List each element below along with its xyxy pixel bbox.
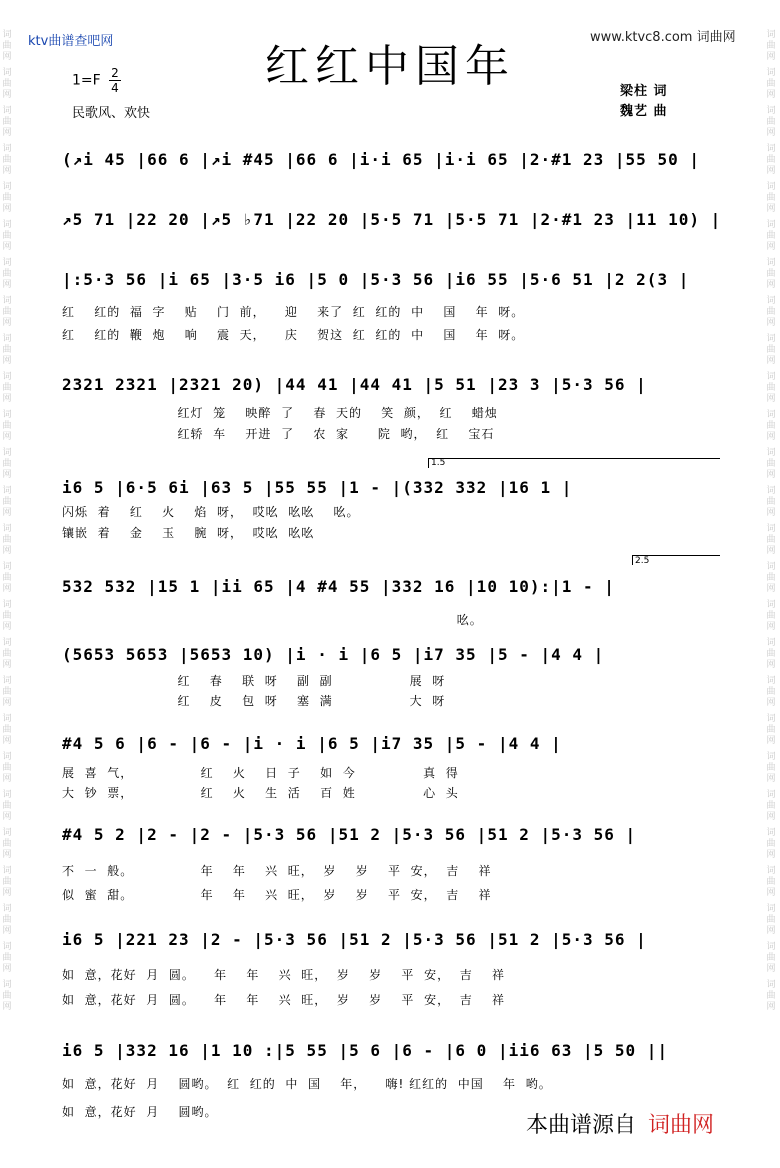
lyric-line: 红轿 车 开进 了 农 家 院 哟， 红 宝石 [62,427,495,441]
watermark-glyph: 曲 [2,345,12,355]
score-row-chorus-2: #4 5 6 |6 - |6 - |i · i |6 5 |i7 35 |5 - |4 4 | [62,734,562,753]
watermark-glyph: 网 [766,888,776,898]
watermark-glyph: 网 [2,508,12,518]
watermark-glyph: 网 [766,1002,776,1012]
lyric-line: 如 意，花好 月 圆。 年 年 兴 旺， 岁 岁 平 安， 吉 祥 [62,993,505,1007]
watermark-glyph: 曲 [766,269,776,279]
watermark-glyph: 曲 [2,839,12,849]
time-bottom: 4 [111,81,119,95]
watermark-glyph: 网 [2,964,12,974]
watermark-glyph: 网 [2,660,12,670]
watermark-glyph: 词 [766,980,776,990]
watermark-glyph: 网 [2,774,12,784]
watermark-glyph: 网 [2,546,12,556]
watermark-glyph: 网 [766,318,776,328]
volta-1-number: 1.5 [431,458,446,468]
watermark-glyph: 词 [766,790,776,800]
watermark-glyph: 网 [766,584,776,594]
site-watermark-right[interactable]: www.ktvc8.com 词曲网 [590,30,736,45]
watermark-glyph: 曲 [766,725,776,735]
watermark-glyph: 曲 [2,269,12,279]
watermark-glyph: 网 [766,204,776,214]
watermark-glyph: 词 [766,942,776,952]
lyric-line: 如 意，花好 月 圆。 年 年 兴 旺， 岁 岁 平 安， 吉 祥 [62,968,505,982]
watermark-glyph: 曲 [766,915,776,925]
watermark-glyph: 曲 [2,649,12,659]
watermark-glyph: 网 [2,242,12,252]
watermark-glyph: 词 [766,904,776,914]
watermark-glyph: 词 [766,448,776,458]
watermark-glyph: 曲 [2,117,12,127]
lyric-line: 镶嵌 着 金 玉 腕 呀， 哎吆 吆吆 [62,526,315,540]
watermark-glyph: 词 [2,752,12,762]
watermark-glyph: 网 [766,52,776,62]
watermark-glyph: 曲 [2,193,12,203]
lyric-line: 闪烁 着 红 火 焰 呀， 哎吆 吆吆 吆。 [62,505,360,519]
watermark-glyph: 曲 [2,763,12,773]
watermark-glyph: 网 [766,546,776,556]
watermark-glyph: 词 [2,486,12,496]
watermark-glyph: 曲 [2,231,12,241]
lyric-line: 如 意，花好 月 圆哟。 [62,1105,218,1119]
watermark-glyph: 词 [766,714,776,724]
watermark-glyph: 网 [2,432,12,442]
song-title: 红红中国年 [265,41,515,92]
watermark-glyph: 曲 [2,41,12,51]
watermark-glyph: 词 [2,448,12,458]
score-row-intro-1: (↗i 45 |66 6 |↗i #45 |66 6 |i·i 65 |i·i 65 |2·#1 23 |55 50 | [62,150,700,169]
watermark-glyph: 网 [766,432,776,442]
watermark-glyph: 曲 [2,459,12,469]
watermark-glyph: 曲 [2,725,12,735]
watermark-glyph: 网 [766,774,776,784]
watermark-glyph: 曲 [2,573,12,583]
watermark-glyph: 词 [766,296,776,306]
watermark-glyph: 曲 [766,155,776,165]
watermark-glyph: 网 [2,470,12,480]
watermark-glyph: 曲 [766,991,776,1001]
watermark-glyph: 网 [766,926,776,936]
watermark-glyph: 词 [2,828,12,838]
watermark-glyph: 曲 [2,497,12,507]
lyric-line: 大 钞 票， 红 火 生 活 百 姓 心 头 [62,786,459,800]
source-brand-link[interactable]: 词曲网 [648,1113,715,1138]
watermark-glyph: 词 [766,486,776,496]
site-watermark-left[interactable]: ktv曲谱查吧网 [28,34,114,49]
watermark-glyph: 词 [2,714,12,724]
watermark-glyph: 曲 [766,383,776,393]
watermark-glyph: 网 [766,622,776,632]
watermark-glyph: 曲 [766,231,776,241]
watermark-glyph: 网 [2,128,12,138]
watermark-glyph: 曲 [766,497,776,507]
volta-2-number: 2.5 [635,556,650,566]
watermark-glyph: 网 [2,850,12,860]
watermark-glyph: 网 [2,280,12,290]
watermark-glyph: 词 [766,562,776,572]
watermark-glyph: 网 [766,90,776,100]
watermark-glyph: 曲 [766,801,776,811]
style-marking: 民歌风、欢快 [72,106,151,121]
watermark-glyph: 词 [2,30,12,40]
watermark-glyph: 词 [2,106,12,116]
watermark-glyph: 词 [2,524,12,534]
watermark-glyph: 词 [2,410,12,420]
watermark-glyph: 曲 [2,953,12,963]
watermark-glyph: 网 [2,812,12,822]
score-row-chorus-1: (5653 5653 |5653 10) |i · i |6 5 |i7 35 |5 - |4 4 | [62,645,605,664]
watermark-glyph: 曲 [2,155,12,165]
volta-1-bracket [428,458,720,459]
watermark-glyph: 曲 [2,611,12,621]
watermark-glyph: 网 [766,166,776,176]
watermark-glyph: 词 [2,638,12,648]
watermark-glyph: 曲 [766,877,776,887]
watermark-glyph: 曲 [766,611,776,621]
watermark-glyph: 网 [2,394,12,404]
watermark-glyph: 词 [766,676,776,686]
time-top: 2 [111,66,119,80]
watermark-glyph: 曲 [766,763,776,773]
watermark-glyph: 词 [2,980,12,990]
lyric-line: 红 皮 包 呀 塞 满 大 呀 [62,694,446,708]
watermark-glyph: 词 [2,296,12,306]
watermark-glyph: 曲 [766,41,776,51]
lyricist-credit: 梁柱 词 [620,84,668,99]
watermark-glyph: 曲 [766,839,776,849]
watermark-glyph: 网 [2,356,12,366]
watermark-glyph: 词 [2,866,12,876]
watermark-glyph: 词 [766,30,776,40]
watermark-glyph: 曲 [2,877,12,887]
watermark-glyph: 曲 [766,953,776,963]
watermark-glyph: 网 [2,52,12,62]
watermark-glyph: 词 [2,676,12,686]
watermark-glyph: 曲 [766,307,776,317]
watermark-glyph: 曲 [766,459,776,469]
lyric-line: 红灯 笼 映醉 了 春 天的 笑 颜， 红 蜡烛 [62,406,498,420]
watermark-glyph: 网 [766,242,776,252]
watermark-glyph: 曲 [766,79,776,89]
score-row-verse-1: |:5·3 56 |i 65 |3·5 i6 |5 0 |5·3 56 |i6 55 |5·6 51 |2 2(3 | [62,270,690,289]
score-row-verse-2: 2321 2321 |2321 20) |44 41 |44 41 |5 51 |23 3 |5·3 56 | [62,375,647,394]
watermark-glyph: 网 [2,736,12,746]
lyric-line: 如 意，花好 月 圆哟。 红 红的 中 国 年， 嗨! 红红的 中国 年 哟。 [62,1077,552,1091]
score-row-verse-3: i6 5 |6·5 6i |63 5 |55 55 |1 - |(332 332 |16 1 | [62,478,573,497]
watermark-glyph: 网 [2,166,12,176]
watermark-glyph: 词 [766,752,776,762]
watermark-glyph: 网 [766,698,776,708]
watermark-glyph: 词 [766,524,776,534]
watermark-glyph: 网 [766,736,776,746]
watermark-glyph: 曲 [766,345,776,355]
watermark-glyph: 词 [766,182,776,192]
watermark-glyph: 曲 [766,117,776,127]
source-label: 本曲谱源自 [526,1113,637,1138]
watermark-glyph: 词 [766,334,776,344]
watermark-glyph: 网 [766,812,776,822]
watermark-glyph: 曲 [766,649,776,659]
watermark-glyph: 网 [2,622,12,632]
watermark-glyph: 词 [2,904,12,914]
watermark-glyph: 曲 [766,193,776,203]
watermark-glyph: 词 [766,258,776,268]
volta-1-tick [428,458,429,468]
score-row-intro-2: ↗5 71 |22 20 |↗5 ♭71 |22 20 |5·5 71 |5·5 71 |2·#1 23 |11 10) | [62,210,722,229]
score-row-chorus-4: i6 5 |221 23 |2 - |5·3 56 |51 2 |5·3 56 |51 2 |5·3 56 | [62,930,647,949]
left-watermark-column [0,30,14,1018]
watermark-glyph: 词 [2,68,12,78]
watermark-glyph: 曲 [2,421,12,431]
watermark-glyph: 词 [2,334,12,344]
lyric-line: 不 一 般。 年 年 兴 旺， 岁 岁 平 安， 吉 祥 [62,864,492,878]
watermark-glyph: 网 [2,90,12,100]
watermark-glyph: 词 [2,220,12,230]
watermark-glyph: 网 [766,964,776,974]
watermark-glyph: 网 [766,280,776,290]
lyric-line: 似 蜜 甜。 年 年 兴 旺， 岁 岁 平 安， 吉 祥 [62,888,492,902]
watermark-glyph: 词 [2,372,12,382]
watermark-glyph: 网 [2,584,12,594]
watermark-glyph: 网 [766,470,776,480]
lyric-line: 吆。 [62,613,483,627]
watermark-glyph: 词 [766,220,776,230]
watermark-glyph: 词 [766,828,776,838]
watermark-glyph: 网 [766,128,776,138]
watermark-glyph: 曲 [2,687,12,697]
watermark-glyph: 曲 [2,991,12,1001]
score-row-chorus-5: i6 5 |332 16 |1 10 :|5 55 |5 6 |6 - |6 0 |ii6 63 |5 50 || [62,1041,669,1060]
watermark-glyph: 网 [2,1002,12,1012]
source-footer [526,1108,714,1139]
watermark-glyph: 词 [766,866,776,876]
lyric-line: 红 红的 福 字 贴 门 前， 迎 来了 红 红的 中 国 年 呀。 [62,305,525,319]
watermark-glyph: 词 [766,144,776,154]
time-signature [109,66,121,95]
watermark-glyph: 词 [766,106,776,116]
score-row-chorus-3: #4 5 2 |2 - |2 - |5·3 56 |51 2 |5·3 56 |51 2 |5·3 56 | [62,825,637,844]
watermark-glyph: 词 [766,372,776,382]
watermark-glyph: 词 [766,410,776,420]
score-row-verse-4: 532 532 |15 1 |ii 65 |4 #4 55 |332 16 |10 10):|1 - | [62,577,615,596]
watermark-glyph: 曲 [766,573,776,583]
watermark-glyph: 曲 [2,307,12,317]
watermark-glyph: 词 [766,68,776,78]
watermark-glyph: 曲 [766,421,776,431]
watermark-glyph: 网 [766,356,776,366]
composer-credit: 魏艺 曲 [620,104,668,119]
watermark-glyph: 词 [2,790,12,800]
watermark-glyph: 词 [766,600,776,610]
watermark-glyph: 网 [2,926,12,936]
key-label: 1=F [72,72,101,89]
watermark-glyph: 曲 [2,383,12,393]
watermark-glyph: 网 [766,660,776,670]
watermark-glyph: 词 [766,638,776,648]
watermark-glyph: 网 [2,698,12,708]
watermark-glyph: 曲 [2,535,12,545]
watermark-glyph: 网 [766,508,776,518]
watermark-glyph: 曲 [2,801,12,811]
watermark-glyph: 曲 [766,535,776,545]
volta-2-tick [632,555,633,565]
key-signature [72,66,121,95]
watermark-glyph: 曲 [2,79,12,89]
lyric-line: 红 红的 鞭 炮 响 震 天， 庆 贺这 红 红的 中 国 年 呀。 [62,328,525,342]
watermark-glyph: 词 [2,144,12,154]
lyric-line: 红 春 联 呀 副 副 展 呀 [62,674,446,688]
watermark-glyph: 词 [2,562,12,572]
watermark-glyph: 网 [766,850,776,860]
watermark-glyph: 网 [2,318,12,328]
watermark-glyph: 曲 [766,687,776,697]
lyric-line: 展 喜 气， 红 火 日 子 如 今 真 得 [62,766,459,780]
watermark-glyph: 词 [2,942,12,952]
watermark-glyph: 曲 [2,915,12,925]
watermark-glyph: 网 [2,204,12,214]
watermark-glyph: 词 [2,258,12,268]
watermark-glyph: 网 [2,888,12,898]
watermark-glyph: 词 [2,600,12,610]
watermark-glyph: 词 [2,182,12,192]
watermark-glyph: 网 [766,394,776,404]
right-watermark-column [764,30,778,1018]
